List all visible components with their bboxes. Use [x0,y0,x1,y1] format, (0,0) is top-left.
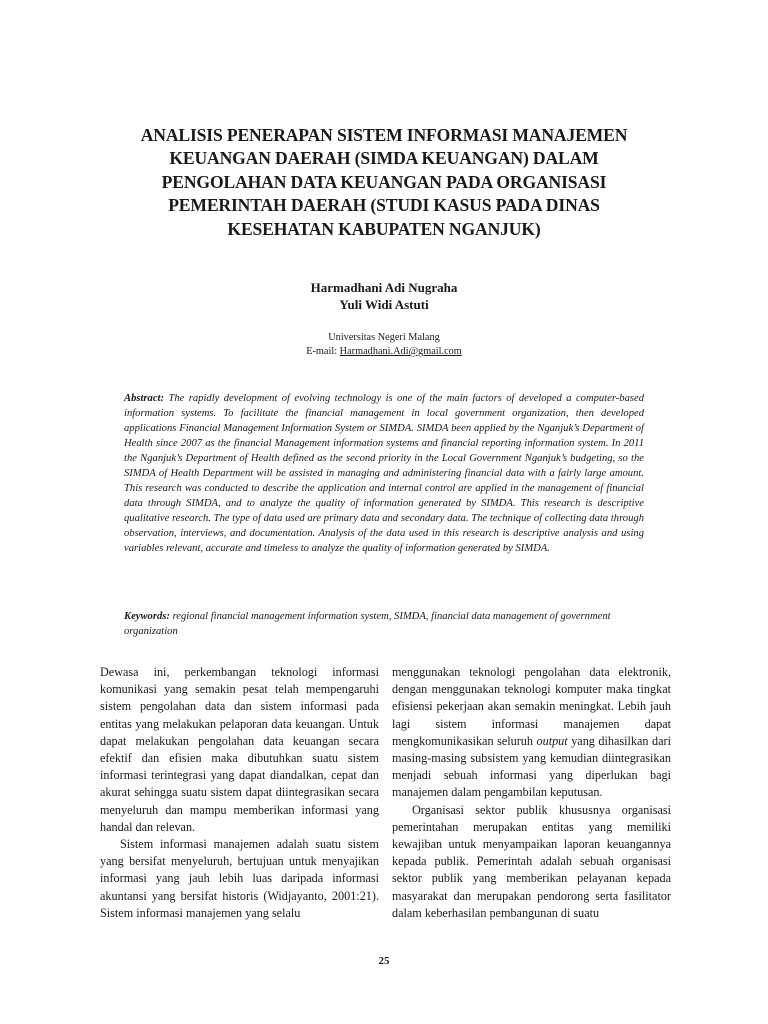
abstract-text: The rapidly development of evolving technology is one of the main factors of developed a computer-based information systems. To facilitate the financial management in local government organization, then developed applications Financial Management Information System or SIMDA. SIMDA been applied by the Nganjuk’s Department of Health since 2007 as the financial Management information systems and financial reporting information system. In 2011 the Nganjuk’s Department of Health defined as the second priority in the Local Government Nganjuk’s budgeting, so the SIMDA of Health Department will be assisted in managing and administering financial data with a fairly large amount. This research was conducted to describe the application and internal control are applied in the management of financial data through SIMDA, and to analyze the quality of information generated by SIMDA. This research is descriptive qualitative research. The type of data used are primary data and secondary data. The technique of collecting data through observation, interviews, and documentation. Analysis of the data used in this research is descriptive analysis and using variables relevant, accurate and timeless to analyze the quality of information generated by SIMDA. [124,393,644,554]
body-column-right [392,664,671,922]
author-name: Harmadhani Adi Nugraha [310,280,458,295]
author-name: Yuli Widi Astuti [339,297,429,312]
email-line [0,345,768,359]
body-text: yang dihasilkan dari masing-masing subsistem yang kemudian diintegrasikan menjadi sebuah informasi yang diperlukan bagi manajemen dalam pengambilan keputusan. [392,733,671,800]
page-number: 25 [378,955,390,967]
body-paragraph: Organisasi sektor publik khususnya organisasi pemerintahan merupakan entitas yang memiliki kewajiban untuk menyampaikan laporan keuangannya kepada publik. Pemerintah adalah sebuah organisasi sektor publik yang memberikan pelayanan kepada masyarakat dan merupakan pendorong serta fasilitator dalam keberhasilan pembangunan di suatu [392,802,671,920]
author-list [0,279,768,313]
italic-term: output [536,733,568,748]
email-link[interactable]: Harmadhani.Adi@gmail.com [339,346,462,357]
abstract [124,391,644,556]
body-paragraph: Sistem informasi manajemen adalah suatu sistem yang bersifat menyeluruh, bertujuan untuk menyajikan informasi yang jauh lebih luas daripada informasi akuntansi yang bersifat historis (Widjayanto, 2001:21). Sistem informasi manajemen yang selalu [100,837,379,920]
body-column-left [100,664,379,922]
body-paragraph: Dewasa ini, perkembangan teknologi informasi komunikasi yang semakin pesat telah mempengaruhi sistem pengolahan data dan sistem informasi pada entitas yang melakukan pelaporan data keuangan. Untuk dapat melakukan pengolahan data keuangan secara efektif dan efisien maka dibutuhkan suatu sistem informasi terintegrasi yang dapat diandalkan, cepat dan akurat sehingga suatu sistem dapat diintegrasikan secara menyeluruh dan mampu memberikan informasi yang handal dan relevan. [100,665,379,834]
title-line: ANALISIS PENERAPAN SISTEM INFORMASI MANAJEMEN [140,125,628,145]
title-line: PENGOLAHAN DATA KEUANGAN PADA ORGANISASI [161,171,607,192]
body-paragraph [392,664,671,802]
paper-title [100,124,668,241]
institution: Universitas Negeri Malang [328,332,440,343]
title-line: KEUANGAN DAERAH (SIMDA KEUANGAN) DALAM [169,148,599,169]
body-text: menggunakan teknologi pengolahan data elektronik, dengan menggunakan teknologi komputer maka tingkat efisiensi pekerjaan akan semakin meningkat. Lebih jauh lagi sistem informasi manajemen dapat mengkomunikasikan seluruh [392,665,671,748]
keywords-text: regional financial management information system, SIMDA, financial data management of government organization [124,611,611,637]
affiliation [0,331,768,359]
keywords-label: Keywords: [124,611,170,622]
keywords [124,609,644,639]
email-label: E-mail: [306,346,340,357]
abstract-label: Abstract: [124,393,165,404]
title-line: PEMERINTAH DAERAH (STUDI KASUS PADA DINAS [168,195,600,216]
title-line: KESEHATAN KABUPATEN NGANJUK) [227,218,541,239]
